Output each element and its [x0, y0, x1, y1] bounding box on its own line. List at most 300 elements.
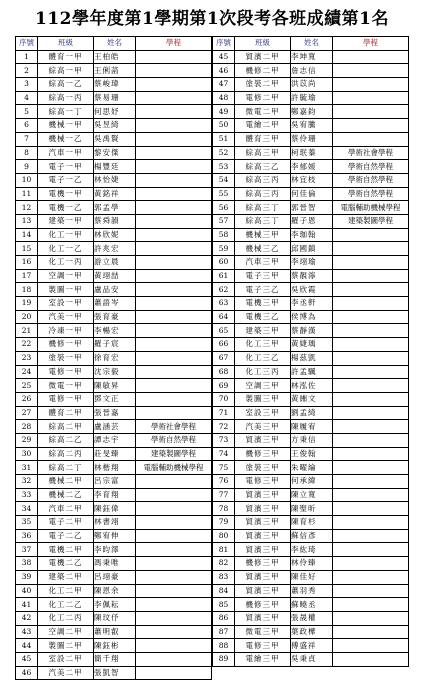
header-name: 姓名 [94, 37, 136, 51]
row-number: 81 [213, 543, 235, 557]
row-student-name: 葉政樺 [291, 625, 333, 639]
row-program [136, 91, 212, 105]
row-number: 56 [213, 201, 235, 215]
table-row [213, 420, 409, 434]
row-student-name: 譚志宇 [94, 433, 136, 447]
row-class: 機修三甲 [235, 598, 291, 612]
table-row [16, 461, 212, 475]
row-number: 18 [16, 283, 38, 297]
row-student-name: 黃婕瑀 [291, 338, 333, 352]
row-student-name: 羅子恩 [291, 214, 333, 228]
table-row [16, 91, 212, 105]
row-class: 化工二乙 [38, 598, 94, 612]
table-row [16, 666, 212, 680]
row-number: 68 [213, 365, 235, 379]
row-student-name: 林怡婕 [94, 173, 136, 187]
table-row [213, 611, 409, 625]
row-program [136, 105, 212, 119]
row-number: 70 [213, 392, 235, 406]
row-class: 機修一甲 [38, 338, 94, 352]
row-student-name: 王俐菡 [94, 64, 136, 78]
row-student-name: 馮秉唯 [94, 557, 136, 571]
row-class: 貿濱三甲 [235, 611, 291, 625]
row-program [136, 310, 212, 324]
row-program: 電腦輔助機械學程 [333, 201, 409, 215]
table-row [213, 91, 409, 105]
row-number: 78 [213, 502, 235, 516]
row-program [333, 557, 409, 571]
row-class: 電機一乙 [38, 201, 94, 215]
row-class: 化工二丙 [38, 611, 94, 625]
row-class: 電子一甲 [38, 160, 94, 174]
row-program [136, 283, 212, 297]
row-program [136, 584, 212, 598]
row-program [333, 625, 409, 639]
table-row [213, 392, 409, 406]
row-program [136, 652, 212, 666]
row-number: 9 [16, 160, 38, 174]
row-number: 30 [16, 447, 38, 461]
table-row [16, 570, 212, 584]
row-class: 機修三甲 [235, 447, 291, 461]
row-program: 學術社會學程 [136, 420, 212, 434]
row-student-name: 李紘琦 [291, 543, 333, 557]
row-number: 32 [16, 475, 38, 489]
table-row [213, 324, 409, 338]
row-program [136, 351, 212, 365]
row-student-name: 詹志信 [291, 64, 333, 78]
row-number: 2 [16, 64, 38, 78]
row-number: 89 [213, 652, 235, 666]
row-program: 學術自然學程 [136, 433, 212, 447]
row-program [333, 324, 409, 338]
header-class: 班級 [235, 37, 291, 51]
row-class: 建築三甲 [235, 324, 291, 338]
row-class: 化工三甲 [235, 338, 291, 352]
row-number: 86 [213, 611, 235, 625]
row-class: 貿濱三甲 [235, 584, 291, 598]
row-class: 綜高三丙 [235, 173, 291, 187]
row-program [136, 242, 212, 256]
row-student-name: 郭晉智 [291, 201, 333, 215]
row-program: 建築製圖學程 [333, 214, 409, 228]
row-program [333, 91, 409, 105]
row-class: 塗裝三甲 [235, 461, 291, 475]
row-number: 77 [213, 488, 235, 502]
row-number: 16 [16, 256, 38, 270]
table-row [16, 365, 212, 379]
row-number: 80 [213, 529, 235, 543]
row-class: 化工一乙 [38, 242, 94, 256]
row-class: 電機三甲 [235, 297, 291, 311]
row-class: 貿濱三甲 [235, 529, 291, 543]
row-number: 52 [213, 146, 235, 160]
row-class: 汽車一甲 [38, 146, 94, 160]
row-student-name: 蔡靜漢 [291, 324, 333, 338]
row-class: 電子二乙 [38, 529, 94, 543]
row-program [333, 392, 409, 406]
table-row [16, 283, 212, 297]
row-program [136, 611, 212, 625]
row-program [333, 502, 409, 516]
row-program [333, 475, 409, 489]
table-row [16, 433, 212, 447]
row-program: 建築製圖學程 [136, 447, 212, 461]
row-number: 49 [213, 105, 235, 119]
row-number: 51 [213, 132, 235, 146]
row-number: 4 [16, 91, 38, 105]
row-class: 綜高二乙 [38, 433, 94, 447]
row-program: 電腦輔助機械學程 [136, 461, 212, 475]
row-program [333, 297, 409, 311]
row-class: 綜高一乙 [38, 78, 94, 92]
row-program [136, 78, 212, 92]
row-class: 微電一甲 [38, 379, 94, 393]
row-student-name: 黃翊喆 [94, 269, 136, 283]
table-row [213, 119, 409, 133]
row-number: 15 [16, 242, 38, 256]
table-row [213, 639, 409, 653]
table-row [213, 433, 409, 447]
row-number: 3 [16, 78, 38, 92]
row-student-name: 陳鈺彬 [94, 639, 136, 653]
row-student-name: 呂宗富 [94, 475, 136, 489]
row-student-name: 陳育杉 [291, 516, 333, 530]
row-student-name: 陳佳好 [291, 570, 333, 584]
row-program [333, 406, 409, 420]
row-number: 63 [213, 297, 235, 311]
table-row [16, 351, 212, 365]
table-row [16, 214, 212, 228]
table-row [213, 269, 409, 283]
table-row [213, 256, 409, 270]
table-row [213, 379, 409, 393]
row-number: 6 [16, 119, 38, 133]
row-student-name: 張晟權 [291, 611, 333, 625]
row-program [333, 338, 409, 352]
row-class: 空調一甲 [38, 269, 94, 283]
row-class: 綜高三丁 [235, 214, 291, 228]
row-student-name: 許孟颿 [291, 365, 333, 379]
row-class: 體育三甲 [235, 132, 291, 146]
row-number: 57 [213, 214, 235, 228]
row-number: 71 [213, 406, 235, 420]
row-class: 貿濱三甲 [235, 488, 291, 502]
row-class: 電子三乙 [235, 283, 291, 297]
left-table-header [16, 37, 212, 51]
row-student-name: 盧品安 [94, 283, 136, 297]
right-ranking-table [212, 36, 409, 667]
row-number: 83 [213, 570, 235, 584]
table-row [16, 652, 212, 666]
row-class: 電機三乙 [235, 310, 291, 324]
table-row [16, 310, 212, 324]
row-class: 機械一甲 [38, 119, 94, 133]
row-student-name: 柯珉蓁 [291, 146, 333, 160]
row-student-name: 李郁媛 [291, 160, 333, 174]
row-number: 75 [213, 461, 235, 475]
row-program [333, 310, 409, 324]
row-program [333, 529, 409, 543]
table-row [16, 639, 212, 653]
table-row [16, 557, 212, 571]
table-row [16, 50, 212, 64]
row-program [333, 50, 409, 64]
row-student-name: 蔡峻瑋 [94, 78, 136, 92]
row-program [333, 461, 409, 475]
row-program [333, 365, 409, 379]
right-table-body [213, 50, 409, 666]
table-row [16, 242, 212, 256]
row-class: 汽車二甲 [38, 502, 94, 516]
table-row [16, 146, 212, 160]
row-number: 38 [16, 557, 38, 571]
row-class: 汽美三甲 [235, 420, 291, 434]
row-number: 23 [16, 351, 38, 365]
row-student-name: 徐育宏 [94, 351, 136, 365]
row-student-name: 簡千翔 [94, 652, 136, 666]
row-number: 37 [16, 543, 38, 557]
row-number: 28 [16, 420, 38, 434]
table-row [213, 652, 409, 666]
header-program: 學程 [136, 37, 212, 51]
row-number: 41 [16, 598, 38, 612]
row-student-name: 鄭宥伸 [94, 529, 136, 543]
row-number: 25 [16, 379, 38, 393]
table-row [213, 338, 409, 352]
table-row [16, 256, 212, 270]
row-student-name: 蕭羽秀 [291, 584, 333, 598]
row-number: 76 [213, 475, 235, 489]
row-number: 35 [16, 516, 38, 530]
row-class: 機械三甲 [235, 228, 291, 242]
row-class: 機械二甲 [38, 475, 94, 489]
row-student-name: 楊豐廷 [94, 160, 136, 174]
row-student-name: 張凱智 [94, 666, 136, 680]
row-class: 貿濱三甲 [235, 502, 291, 516]
row-class: 化工三乙 [235, 351, 291, 365]
row-number: 62 [213, 283, 235, 297]
row-student-name: 傅盛祥 [291, 639, 333, 653]
row-class: 電子二甲 [38, 516, 94, 530]
row-student-name: 李坤寬 [291, 50, 333, 64]
row-number: 26 [16, 392, 38, 406]
row-program [136, 666, 212, 680]
row-number: 12 [16, 201, 38, 215]
row-student-name: 林楷翔 [94, 461, 136, 475]
row-class: 綜高二甲 [38, 420, 94, 434]
row-program [136, 297, 212, 311]
table-row [213, 502, 409, 516]
row-student-name: 許兆宏 [94, 242, 136, 256]
row-number: 40 [16, 584, 38, 598]
table-row [213, 78, 409, 92]
row-class: 貿濱三甲 [235, 516, 291, 530]
row-number: 1 [16, 50, 38, 64]
row-class: 電繪二甲 [235, 119, 291, 133]
row-student-name: 劉孟綺 [291, 406, 333, 420]
row-student-name: 許毓瑜 [291, 91, 333, 105]
row-class: 機修二甲 [235, 64, 291, 78]
row-program [333, 379, 409, 393]
row-program [333, 570, 409, 584]
row-number: 48 [213, 91, 235, 105]
row-class: 綜高一丁 [38, 105, 94, 119]
row-program [333, 584, 409, 598]
row-class: 電子一乙 [38, 173, 94, 187]
row-number: 67 [213, 351, 235, 365]
table-row [213, 351, 409, 365]
row-number: 46 [16, 666, 38, 680]
row-student-name: 陳鈺偉 [94, 502, 136, 516]
row-number: 36 [16, 529, 38, 543]
row-student-name: 吳宥騰 [291, 119, 333, 133]
row-class: 貿濱三甲 [235, 433, 291, 447]
row-number: 19 [16, 297, 38, 311]
table-row [16, 201, 212, 215]
row-student-name: 李丞軒 [291, 297, 333, 311]
row-program [333, 105, 409, 119]
row-program [136, 132, 212, 146]
row-program [333, 488, 409, 502]
header-class: 班級 [38, 37, 94, 51]
table-row [16, 64, 212, 78]
row-student-name: 陳敏昇 [94, 379, 136, 393]
row-number: 24 [16, 365, 38, 379]
row-program [136, 338, 212, 352]
header-no: 序號 [213, 37, 235, 51]
table-row [16, 611, 212, 625]
row-student-name: 何思妤 [94, 105, 136, 119]
row-student-name: 蔡伶珊 [291, 132, 333, 146]
row-program [333, 64, 409, 78]
row-number: 27 [16, 406, 38, 420]
row-program [136, 160, 212, 174]
row-program [333, 119, 409, 133]
row-program [333, 420, 409, 434]
table-row [213, 475, 409, 489]
row-class: 綜高三甲 [235, 146, 291, 160]
row-class: 電子三甲 [235, 269, 291, 283]
row-number: 45 [213, 50, 235, 64]
row-program [136, 256, 212, 270]
row-program [136, 187, 212, 201]
header-program: 學程 [333, 37, 409, 51]
row-program [333, 228, 409, 242]
row-student-name: 何佳倫 [291, 187, 333, 201]
row-number: 47 [213, 78, 235, 92]
row-program [333, 283, 409, 297]
row-student-name: 郭孟學 [94, 201, 136, 215]
row-class: 微電三甲 [235, 625, 291, 639]
row-class: 冷凍一甲 [38, 324, 94, 338]
row-student-name: 蕭語岑 [94, 297, 136, 311]
row-number: 17 [16, 269, 38, 283]
row-class: 製圖二甲 [38, 639, 94, 653]
row-class: 化工二甲 [38, 584, 94, 598]
row-program [136, 64, 212, 78]
table-row [213, 146, 409, 160]
row-program: 學術自然學程 [333, 187, 409, 201]
table-row [16, 516, 212, 530]
row-class: 體育一甲 [38, 50, 94, 64]
row-program [136, 516, 212, 530]
row-student-name: 陳玟伃 [94, 611, 136, 625]
row-class: 貿濱二甲 [235, 50, 291, 64]
table-row [16, 543, 212, 557]
row-student-name: 蔡易珊 [94, 91, 136, 105]
row-student-name: 黃緗文 [291, 392, 333, 406]
row-class: 機械一乙 [38, 132, 94, 146]
row-student-name: 盧涵芸 [94, 420, 136, 434]
row-class: 空調三甲 [235, 379, 291, 393]
table-row [16, 392, 212, 406]
row-student-name: 黃銘祥 [94, 187, 136, 201]
row-program [333, 433, 409, 447]
row-number: 7 [16, 132, 38, 146]
row-program [136, 488, 212, 502]
table-row [16, 475, 212, 489]
table-row [213, 160, 409, 174]
row-class: 製圖一甲 [38, 283, 94, 297]
row-program [136, 201, 212, 215]
row-student-name: 方秉信 [291, 433, 333, 447]
row-program [136, 324, 212, 338]
row-program [136, 406, 212, 420]
row-student-name: 洪苡尚 [291, 78, 333, 92]
row-program [333, 351, 409, 365]
table-row [213, 625, 409, 639]
row-student-name: 侯博為 [291, 310, 333, 324]
row-student-name: 蔡靚濘 [291, 269, 333, 283]
row-program [333, 78, 409, 92]
row-student-name: 邱國鎮 [291, 242, 333, 256]
table-row [213, 105, 409, 119]
table-row [213, 283, 409, 297]
row-program [136, 529, 212, 543]
row-student-name: 林書翊 [94, 516, 136, 530]
table-row [16, 502, 212, 516]
row-class: 電修一甲 [38, 392, 94, 406]
left-table-body [16, 50, 212, 680]
row-number: 13 [16, 214, 38, 228]
row-program [136, 639, 212, 653]
row-program [136, 146, 212, 160]
table-row [213, 228, 409, 242]
row-program [333, 242, 409, 256]
table-row [213, 310, 409, 324]
row-student-name: 蕭明叡 [94, 625, 136, 639]
row-class: 電修三甲 [235, 475, 291, 489]
row-program [136, 173, 212, 187]
row-student-name: 李育翔 [94, 488, 136, 502]
row-program [136, 570, 212, 584]
row-program [136, 625, 212, 639]
table-row [16, 105, 212, 119]
row-class: 汽美二甲 [38, 666, 94, 680]
row-class: 電修一甲 [38, 365, 94, 379]
row-number: 20 [16, 310, 38, 324]
row-student-name: 陳立寬 [291, 488, 333, 502]
row-class: 建築二甲 [38, 570, 94, 584]
table-row [16, 420, 212, 434]
row-number: 69 [213, 379, 235, 393]
row-class: 體育二甲 [38, 406, 94, 420]
row-number: 53 [213, 160, 235, 174]
table-row [213, 461, 409, 475]
row-class: 綜高二丁 [38, 461, 94, 475]
row-student-name: 蘇信彥 [291, 529, 333, 543]
